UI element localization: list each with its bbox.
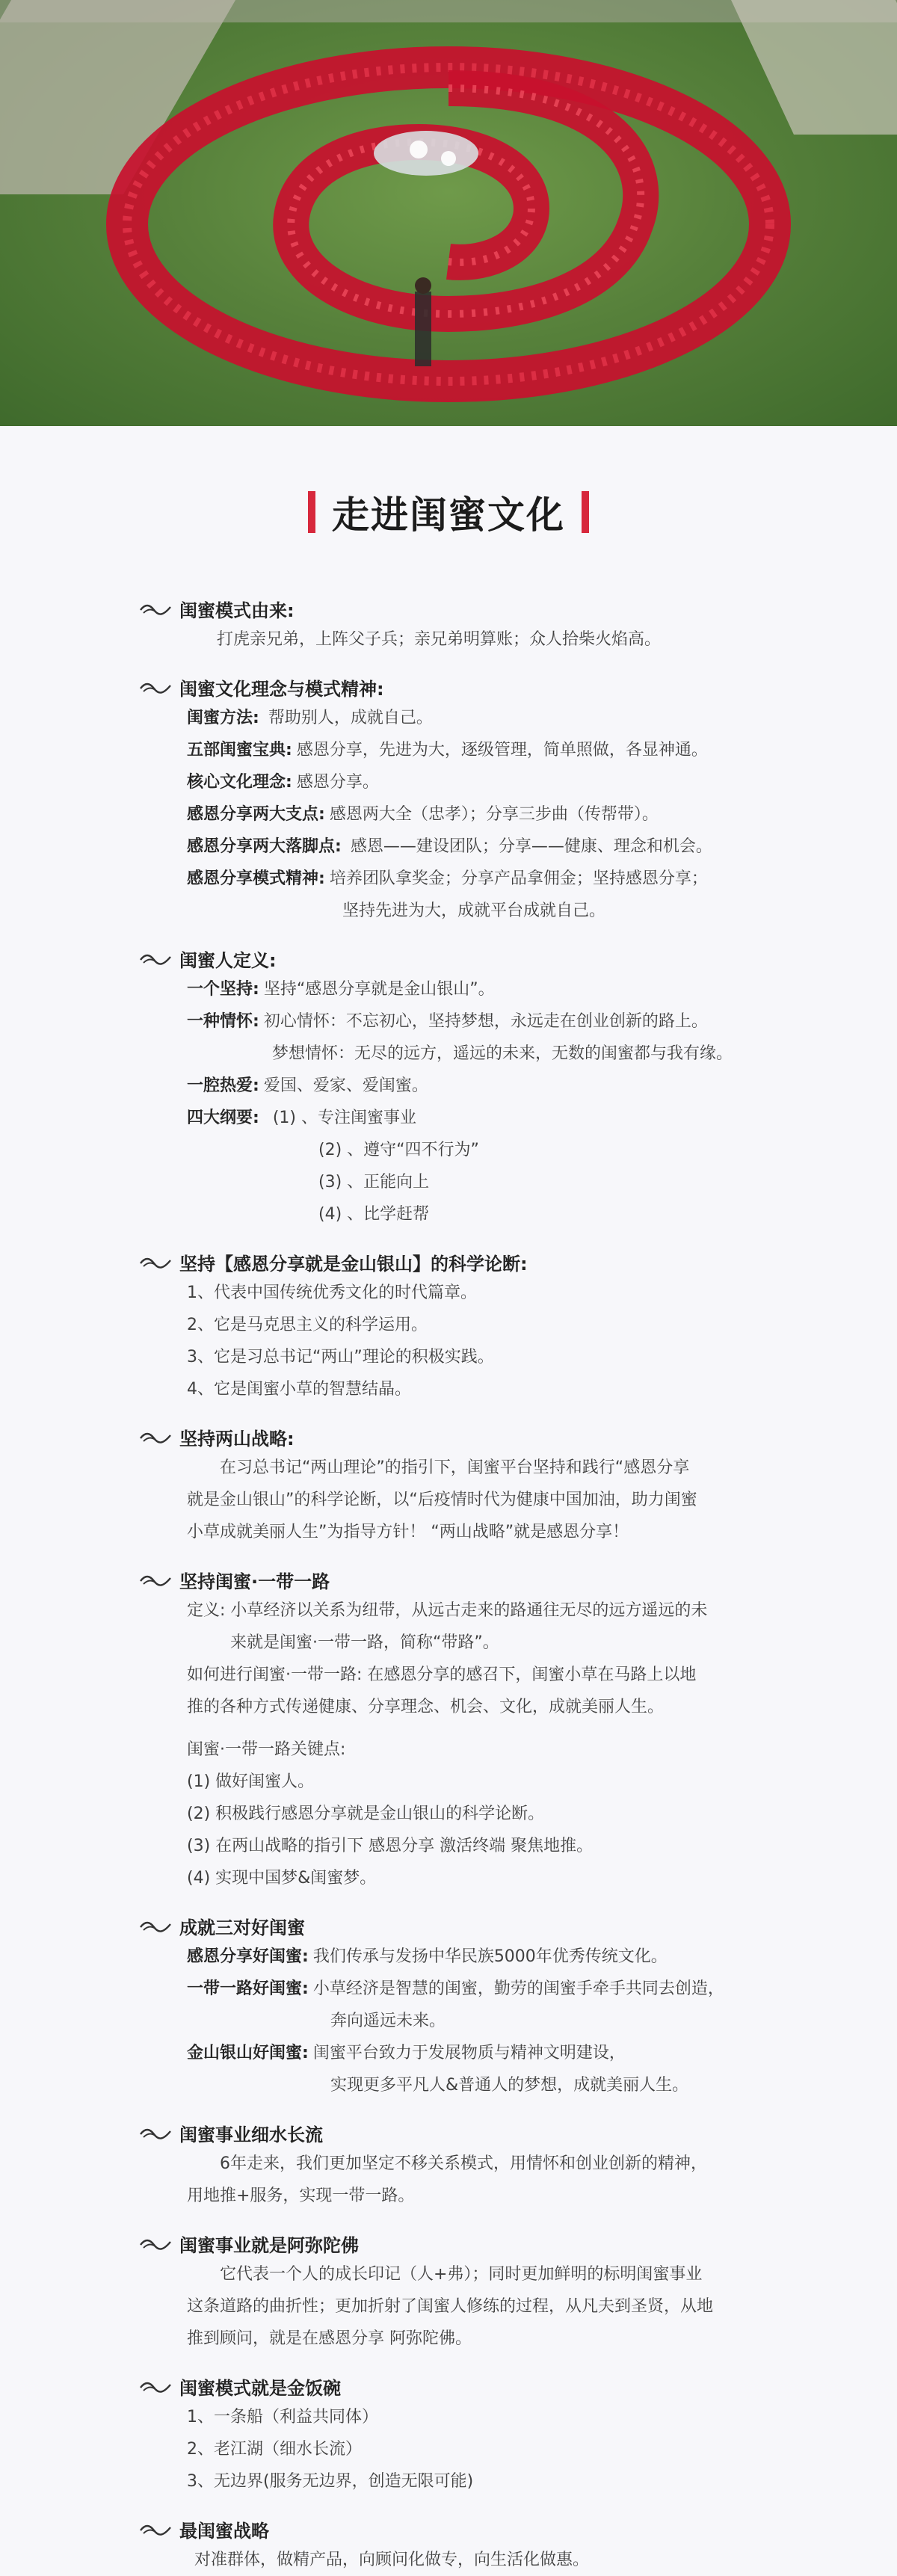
section-thesis (141, 1247, 777, 1405)
kv-row (141, 734, 777, 766)
kv-key: 感恩分享模式精神: (187, 869, 325, 888)
section-origin (141, 594, 777, 656)
kv-value: 感恩两大全（忠孝）；分享三步曲（传帮带）。 (329, 805, 659, 824)
section-title: 闺蜜人定义: (179, 949, 277, 971)
section-title: 闺蜜模式就是金饭碗 (179, 2377, 341, 2399)
list-item: 3、无边界(服务无边界，创造无限可能) (187, 2472, 474, 2491)
hero-photo (0, 0, 897, 426)
crowd-spiral-illustration (0, 0, 897, 426)
wave-icon (139, 601, 172, 616)
kv-value: 帮助别人，成就自己。 (268, 709, 433, 727)
list-item: 2、老江湖（细水长流） (187, 2440, 362, 2459)
kv-key: 金山银山好闺蜜: (187, 2044, 309, 2062)
section-strategy (141, 2514, 777, 2576)
section-amitabha (141, 2228, 777, 2355)
list-item: (2) 积极践行感恩分享就是金山银山的科学论断。 (187, 1805, 545, 1823)
section-title: 坚持闺蜜·一带一路 (179, 1571, 330, 1592)
section-golden-bowl (141, 2371, 777, 2498)
kv-key: 核心文化理念: (187, 773, 292, 792)
kv-row (141, 798, 777, 831)
kv-row (141, 766, 777, 798)
how-line: 如何进行闺蜜·一带一路: 在感恩分享的感召下，闺蜜小草在马路上以地 (187, 1666, 697, 1684)
title-accent-right (582, 491, 589, 533)
kv-key: 一带一路好闺蜜: (187, 1979, 309, 1998)
kv-value: 我们传承与发扬中华民族5000年优秀传统文化。 (312, 1947, 668, 1966)
kv-key: 一腔热爱: (187, 1076, 259, 1095)
section-belt-road (141, 1565, 777, 1894)
list-item: 1、代表中国传统优秀文化的时代篇章。 (187, 1284, 477, 1302)
kv-key: 感恩分享两大落脚点: (187, 837, 342, 856)
kv-value: 小草经济是智慧的闺蜜，勤劳的闺蜜手牵手共同去创造， (312, 1979, 724, 1998)
paragraph-line: 在习总书记“两山理论”的指引下，闺蜜平台坚持和践行“感恩分享 (220, 1458, 690, 1477)
kv-value: 闺蜜平台致力于发展物质与精神文明建设， (312, 2044, 626, 2062)
paragraph-line: 这条道路的曲折性；更加折射了闺蜜人修练的过程，从凡夫到圣贤，从地 (187, 2297, 714, 2316)
page-title-bar (0, 486, 897, 538)
kv-row (141, 1941, 777, 1973)
kv-value: (1) 、专注闺蜜事业 (272, 1109, 416, 1127)
key-points-title: 闺蜜·一带一路关键点: (187, 1740, 346, 1759)
kv-key: 感恩分享好闺蜜: (187, 1947, 309, 1966)
kv-row (141, 702, 777, 734)
section-title: 坚持两山战略: (179, 1428, 295, 1449)
kv-row (141, 1973, 777, 2005)
section-title: 最闺蜜战略 (179, 2520, 269, 2542)
kv-row (141, 973, 777, 1005)
list-item: 2、它是马克思主义的科学运用。 (187, 1316, 428, 1334)
kv-row (141, 863, 777, 895)
kv-key: 四大纲要: (187, 1109, 259, 1127)
paragraph-line: 它代表一个人的成长印记（人+弗）；同时更加鲜明的标明闺蜜事业 (220, 2265, 703, 2284)
section-three-friends (141, 1911, 777, 2101)
section-title: 闺蜜文化理念与模式精神: (179, 678, 384, 700)
section-text: 打虎亲兄弟，上阵父子兵；亲兄弟明算账；众人拾柴火焰高。 (217, 630, 662, 649)
article-body (0, 594, 897, 2576)
kv-row (141, 1070, 777, 1102)
kv-row (141, 1102, 777, 1134)
list-item: 4、它是闺蜜小草的智慧结晶。 (187, 1380, 411, 1399)
section-title: 闺蜜模式由来: (179, 600, 295, 621)
kv-key: 一种情怀: (187, 1012, 259, 1031)
section-two-mountains (141, 1422, 777, 1548)
kv-row (141, 831, 777, 863)
kv-value: 感恩——建设团队；分享——健康、理念和机会。 (350, 837, 712, 856)
wave-icon (139, 1254, 172, 1269)
list-item: (3) 在两山战略的指引下 感恩分享 激活终端 聚焦地推。 (187, 1837, 594, 1855)
list-item: 3、它是习总书记“两山”理论的积极实践。 (187, 1348, 494, 1366)
kv-continuation: 梦想情怀：无尽的远方，遥远的未来，无数的闺蜜都与我有缘。 (272, 1044, 733, 1063)
wave-icon (139, 2379, 172, 2394)
kv-row (141, 1005, 777, 1038)
kv-row (141, 2037, 777, 2069)
paragraph-line: 推到顾问，就是在感恩分享 阿弥陀佛。 (187, 2329, 472, 2348)
page-title: 走进闺蜜文化 (332, 493, 565, 537)
kv-value: 感恩分享，先进为大，逐级管理，简单照做，各显神通。 (296, 741, 708, 759)
kv-value: 爱国、爱家、爱闺蜜。 (263, 1076, 428, 1095)
kv-key: 感恩分享两大支点: (187, 805, 325, 824)
how-line: 推的各种方式传递健康、分享理念、机会、文化，成就美丽人生。 (187, 1698, 665, 1716)
wave-icon (139, 680, 172, 694)
kv-value: 培养团队拿奖金；分享产品拿佣金；坚持感恩分享； (329, 869, 708, 888)
wave-icon (139, 2236, 172, 2251)
kv-key: 五部闺蜜宝典: (187, 741, 292, 759)
kv-continuation: 实现更多平凡人&普通人的梦想，成就美丽人生。 (330, 2076, 689, 2095)
kv-key: 一个坚持: (187, 980, 259, 999)
paragraph-line: 就是金山银山”的科学论断，以“后疫情时代为健康中国加油，助力闺蜜 (187, 1491, 697, 1509)
kv-value: 初心情怀：不忘初心，坚持梦想，永远走在创业创新的路上。 (263, 1012, 708, 1031)
sub-list (141, 1134, 777, 1230)
list-item: (4) 实现中国梦&闺蜜梦。 (187, 1869, 377, 1888)
section-long-flow (141, 2118, 777, 2212)
kv-value: 感恩分享。 (296, 773, 379, 792)
kv-continuation: 坚持先进为大，成就平台成就自己。 (342, 902, 606, 920)
numbered-list (141, 2401, 777, 2498)
kv-value: 坚持“感恩分享就是金山银山”。 (263, 980, 495, 999)
wave-icon (139, 2125, 172, 2140)
section-title: 成就三对好闺蜜 (179, 1917, 305, 1938)
section-title: 闺蜜事业细水长流 (179, 2124, 323, 2145)
numbered-list (141, 1766, 777, 1894)
wave-icon (139, 1572, 172, 1587)
definition-line: 来就是闺蜜·一带一路，简称“带路”。 (230, 1633, 499, 1652)
section-definition (141, 943, 777, 1230)
wave-icon (139, 2521, 172, 2536)
paragraph-line: 用地推+服务，实现一带一路。 (187, 2187, 415, 2205)
numbered-list (141, 1277, 777, 1405)
list-item: 1、一条船（利益共同体） (187, 2408, 378, 2426)
list-item: (3) 、正能向上 (318, 1173, 430, 1192)
section-title: 闺蜜事业就是阿弥陀佛 (179, 2234, 359, 2256)
kv-key: 闺蜜方法: (187, 709, 259, 727)
section-title: 坚持【感恩分享就是金山银山】的科学论断: (179, 1253, 528, 1275)
paragraph-line: 对准群体，做精产品，向顾问化做专，向生活化做惠。 (194, 2551, 590, 2569)
wave-icon (139, 1918, 172, 1933)
list-item: (2) 、遵守“四不行为” (318, 1141, 479, 1159)
section-culture (141, 672, 777, 927)
kv-continuation: 奔向遥远未来。 (330, 2012, 446, 2030)
wave-icon (139, 1429, 172, 1444)
paragraph-line: 6年走来，我们更加坚定不移关系模式，用情怀和创业创新的精神， (220, 2154, 707, 2173)
wave-icon (139, 951, 172, 966)
paragraph-line: 小草成就美丽人生”为指导方针！ “两山战略”就是感恩分享！ (187, 1523, 629, 1541)
definition-line: 定义: 小草经济以关系为纽带，从远古走来的路通往无尽的远方遥远的未 (187, 1601, 708, 1620)
title-accent-left (308, 491, 315, 533)
list-item: (1) 做好闺蜜人。 (187, 1772, 315, 1791)
list-item: (4) 、比学赶帮 (318, 1205, 430, 1224)
